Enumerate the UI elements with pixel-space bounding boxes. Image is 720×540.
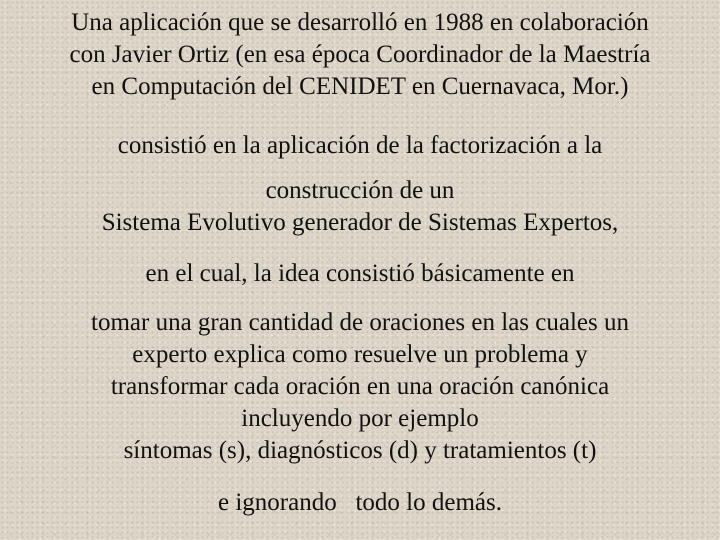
paragraph-factorization — [0, 130, 720, 162]
text-line: síntomas (s), diagnósticos (d) y tratamientos (t) — [123, 437, 597, 464]
text-line: incluyendo por ejemplo — [241, 405, 479, 432]
text-line: construcción de un — [265, 177, 455, 204]
text-line: e ignorando todo lo demás. — [218, 489, 502, 516]
text-line: consistió en la aplicación de la factorización a la — [117, 132, 603, 159]
paragraph-method — [0, 307, 720, 467]
paragraph-idea — [0, 258, 720, 290]
paragraph-system — [0, 175, 720, 239]
text-line: experto explica como resuelve un problema y — [132, 341, 588, 368]
text-line: con Javier Ortiz (en esa época Coordinador de la Maestría — [69, 41, 651, 68]
text-line: en Computación del CENIDET en Cuernavaca, Mor.) — [91, 73, 629, 100]
paragraph-closing — [0, 487, 720, 519]
text-line: tomar una gran cantidad de oraciones en las cuales un — [91, 309, 629, 336]
text-line: Una aplicación que se desarrolló en 1988 en colaboración — [71, 9, 649, 36]
text-line: transformar cada oración en una oración canónica — [110, 373, 610, 400]
text-line: Sistema Evolutivo generador de Sistemas Expertos, — [101, 209, 619, 236]
text-line: en el cual, la idea consistió básicamente en — [145, 260, 575, 287]
paragraph-intro — [0, 7, 720, 103]
